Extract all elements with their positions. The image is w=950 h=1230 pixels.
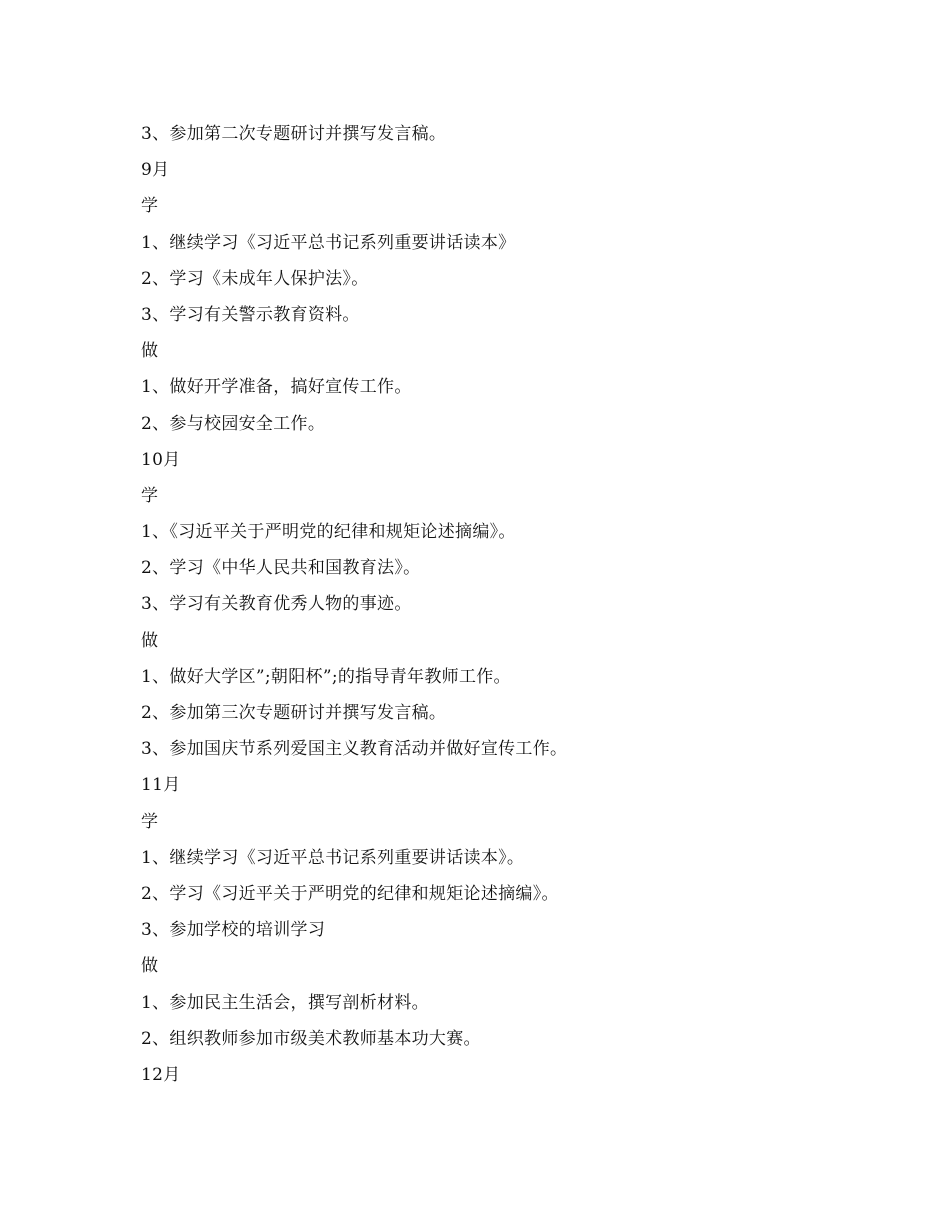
text-line: 2、学习《习近平关于严明党的纪律和规矩论述摘编》。 — [141, 883, 559, 904]
text-line: 3、学习有关教育优秀人物的事迹。 — [141, 594, 412, 615]
month-heading: 12月 — [141, 1064, 181, 1085]
document-body — [141, 116, 901, 1093]
section-heading: 做 — [141, 956, 159, 977]
text-line: 3、参加第二次专题研讨并撰写发言稿。 — [141, 124, 447, 144]
text-line: 1、做好开学准备，搞好宣传工作。 — [141, 377, 412, 398]
text-line: 3、参加学校的培训学习 — [141, 920, 326, 941]
month-heading: 11月 — [141, 775, 181, 796]
section-heading: 做 — [141, 341, 159, 362]
section-heading: 学 — [141, 485, 159, 506]
section-heading: 做 — [141, 630, 159, 651]
text-line: 1、继续学习《习近平总书记系列重要讲话读本》 — [141, 232, 516, 253]
text-line: 1、继续学习《习近平总书记系列重要讲话读本》。 — [141, 847, 525, 868]
section-heading: 学 — [141, 196, 159, 217]
text-line: 3、学习有关警示教育资料。 — [141, 304, 360, 325]
section-heading: 学 — [141, 811, 159, 832]
text-line: 2、参与校园安全工作。 — [141, 413, 326, 434]
text-line: 2、学习《未成年人保护法》。 — [141, 268, 369, 289]
text-line: 2、参加第三次专题研讨并撰写发言稿。 — [141, 703, 447, 723]
text-line: 2、组织教师参加市级美术教师基本功大赛。 — [141, 1028, 481, 1049]
text-line: 1、参加民主生活会，撰写剖析材料。 — [141, 992, 429, 1013]
text-line: 3、参加国庆节系列爱国主义教育活动并做好宣传工作。 — [141, 739, 568, 760]
month-heading: 9月 — [141, 160, 170, 181]
text-line: 2、学习《中华人民共和国教育法》。 — [141, 558, 421, 579]
text-line: 1、《习近平关于严明党的纪律和规矩论述摘编》。 — [141, 522, 516, 543]
text-line: 1、做好大学区”;朝阳杯”;的指导青年教师工作。 — [141, 666, 511, 687]
month-heading: 10月 — [141, 449, 181, 470]
